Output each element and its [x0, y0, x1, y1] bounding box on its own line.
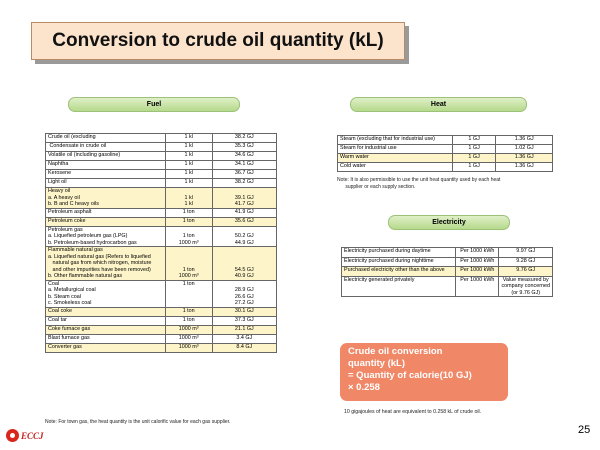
cell-line: 38.2 GJ: [234, 134, 254, 140]
name-cell: [46, 179, 166, 188]
value-cell: [499, 257, 553, 267]
quantity-cell: [165, 170, 212, 179]
cell-line: 1000 m³: [178, 325, 199, 332]
cell-line: 30.1 GJ: [234, 307, 254, 314]
table-row: [342, 248, 553, 258]
name-cell: [46, 143, 166, 152]
quantity-cell: [165, 188, 212, 209]
cell-line: 3.4 GJ: [236, 334, 253, 341]
heat-note: [337, 177, 500, 191]
cell-line: 1 ton: [182, 208, 195, 215]
cell-line: 39.1 GJ: [234, 194, 254, 201]
name-cell: [46, 134, 166, 143]
quantity-cell: Per 1000 kWh: [456, 276, 499, 297]
cell-line: 1 ton: [182, 217, 195, 224]
table-row: [46, 226, 277, 247]
cell-line: 1000 m³: [178, 343, 199, 350]
quantity-cell: [165, 307, 212, 316]
conversion-formula-box: [340, 343, 508, 401]
name-cell: [46, 247, 166, 281]
cell-line: Volatile oil (including gasoline): [48, 152, 121, 158]
table-row: [46, 343, 277, 352]
cell-line: 1 kl: [184, 143, 193, 149]
cell-line: 35.3 GJ: [234, 143, 254, 149]
name-cell: Warm water: [338, 154, 453, 163]
name-cell: Steam for industrial use: [338, 145, 453, 154]
name-cell: [46, 280, 166, 307]
cell-line: 1 ton: [182, 233, 195, 239]
fuel-header: Fuel: [68, 97, 240, 112]
table-row: [46, 179, 277, 188]
cell-line: Flammable natural gas: [48, 247, 103, 253]
page-title: Conversion to crude oil quantity (kL): [31, 22, 405, 60]
quantity-cell: 1 GJ: [452, 145, 496, 154]
cell-line: 9.28 GJ: [516, 257, 536, 264]
table-row: [46, 307, 277, 316]
quantity-cell: [165, 134, 212, 143]
cell-line: 27.2 GJ: [234, 300, 254, 306]
cell-line: Blast furnace gas: [48, 334, 90, 341]
name-cell: [46, 161, 166, 170]
table-row: [46, 143, 277, 152]
cell-line: 21.1 GJ: [234, 325, 254, 332]
table-row: [46, 152, 277, 161]
value-cell: [212, 152, 276, 161]
value-cell: [212, 134, 276, 143]
quantity-cell: [165, 152, 212, 161]
cell-line: Heavy oil: [48, 188, 71, 194]
table-row: [46, 170, 277, 179]
value-cell: 1.36 GJ: [496, 163, 553, 172]
cell-line: 38.2 GJ: [234, 179, 254, 185]
cell-line: 35.6 GJ: [234, 217, 254, 224]
cell-line: 37.3 GJ: [234, 316, 254, 323]
table-row: [46, 134, 277, 143]
conversion-line: × 0.258: [348, 381, 380, 393]
name-cell: [46, 152, 166, 161]
cell-line: b. Other flammable natural gas: [48, 273, 123, 279]
cell-line: 1000 m³: [178, 334, 199, 341]
cell-line: 26.6 GJ: [234, 293, 254, 300]
cell-line: 1000 m³: [178, 239, 199, 246]
heat-header: Heat: [350, 97, 527, 112]
value-cell: [212, 334, 276, 343]
quantity-cell: [165, 179, 212, 188]
cell-line: a. Liquefied natural gas (Refers to liquefied: [48, 253, 151, 260]
name-cell: Electricity purchased during nighttime: [342, 257, 456, 267]
cell-line: Coke furnace gas: [48, 325, 91, 332]
value-cell: [212, 188, 276, 209]
quantity-cell: [165, 280, 212, 307]
table-row: [46, 208, 277, 217]
table-row: [342, 267, 553, 277]
conversion-line: = Quantity of calorie(10 GJ): [348, 369, 472, 381]
table-row: [342, 257, 553, 267]
cell-line: 34.6 GJ: [234, 152, 254, 158]
value-cell: [212, 247, 276, 281]
value-cell: [212, 307, 276, 316]
cell-line: Naphtha: [48, 161, 69, 167]
cell-line: Value measured by: [502, 276, 549, 283]
value-cell: 1.36 GJ: [496, 154, 553, 163]
electricity-header: Electricity: [388, 215, 510, 230]
name-cell: [46, 307, 166, 316]
quantity-cell: Per 1000 kWh: [456, 267, 499, 277]
cell-line: 1 ton: [182, 266, 195, 273]
value-cell: [499, 276, 553, 297]
name-cell: [46, 208, 166, 217]
cell-line: 1 kl: [184, 170, 193, 176]
cell-line: Coal coke: [48, 307, 72, 314]
cell-line: 1000 m³: [178, 273, 199, 279]
quantity-cell: [165, 143, 212, 152]
cell-line: Petroleum gas: [48, 226, 83, 233]
cell-line: b. Steam coal: [48, 293, 81, 300]
cell-line: Crude oil (excluding: [48, 134, 96, 140]
value-cell: [212, 217, 276, 226]
fuel-note: Note: For town gas, the heat quantity is the unit calorific value for each gas supplier.: [45, 419, 231, 425]
name-cell: [46, 334, 166, 343]
cell-line: a. Metallurgical coal: [48, 287, 96, 293]
cell-line: b. Petroleum-based hydrocarbon gas: [48, 239, 137, 246]
cell-line: 1 ton: [182, 280, 195, 287]
name-cell: [46, 217, 166, 226]
name-cell: [46, 325, 166, 334]
name-cell: Steam (excluding that for industrial use): [338, 136, 453, 145]
quantity-cell: [165, 208, 212, 217]
cell-line: 9.76 GJ: [516, 267, 536, 273]
value-cell: [212, 280, 276, 307]
value-cell: [212, 325, 276, 334]
cell-line: 41.7 GJ: [234, 201, 254, 207]
name-cell: [46, 226, 166, 247]
sun-icon: [6, 429, 19, 442]
quantity-cell: [165, 334, 212, 343]
cell-line: 28.9 GJ: [234, 287, 254, 293]
cell-line: a. Liquefied petroleum gas (LPG): [48, 233, 128, 239]
table-row: [338, 145, 553, 154]
cell-line: 34.1 GJ: [234, 161, 254, 167]
table-row: [46, 188, 277, 209]
value-cell: [212, 179, 276, 188]
value-cell: 1.02 GJ: [496, 145, 553, 154]
heat-table: [337, 135, 553, 172]
heat-note-line: Note: It is also permissible to use the unit heat quantity used by each heat: [337, 177, 501, 183]
cell-line: 41.9 GJ: [234, 208, 254, 215]
quantity-cell: [165, 316, 212, 325]
conversion-line: quantity (kL): [348, 357, 405, 369]
table-row: [46, 161, 277, 170]
cell-line: Converter gas: [48, 343, 82, 350]
quantity-cell: 1 GJ: [452, 163, 496, 172]
cell-line: 1 kl: [184, 152, 193, 158]
conversion-note: 10 gigajoules of heat are equivalent to 0.258 kL of crude oil.: [344, 409, 482, 415]
quantity-cell: [165, 161, 212, 170]
cell-line: 40.9 GJ: [234, 273, 254, 279]
cell-line: Petroleum asphalt: [48, 208, 92, 215]
value-cell: [212, 143, 276, 152]
cell-line: [168, 300, 210, 307]
table-row: [342, 276, 553, 297]
value-cell: [499, 248, 553, 258]
cell-line: Condensate in crude oil: [48, 143, 107, 149]
name-cell: [46, 343, 166, 352]
cell-line: b. B and C heavy oils: [48, 201, 99, 207]
quantity-cell: [165, 217, 212, 226]
table-row: [46, 334, 277, 343]
cell-line: Petroleum coke: [48, 217, 86, 224]
cell-line: Coal tar: [48, 316, 67, 323]
cell-line: 1 kl: [184, 179, 193, 185]
cell-line: Coal: [48, 280, 60, 287]
conversion-line: Crude oil conversion: [348, 346, 443, 357]
heat-note-line: supplier or each supply section.: [337, 183, 416, 190]
name-cell: Electricity generated privately: [342, 276, 456, 297]
cell-line: a. A heavy oil: [48, 194, 80, 201]
cell-line: 1 kl: [184, 201, 193, 207]
value-cell: 1.36 GJ: [496, 136, 553, 145]
cell-line: 9.97 GJ: [516, 248, 536, 254]
electricity-table: [341, 247, 553, 297]
cell-line: 1 ton: [182, 316, 195, 323]
quantity-cell: [165, 247, 212, 281]
cell-line: 50.2 GJ: [234, 233, 254, 239]
value-cell: [212, 208, 276, 217]
cell-line: company concerned: [501, 283, 550, 289]
name-cell: Cold water: [338, 163, 453, 172]
name-cell: [46, 170, 166, 179]
table-row: [46, 247, 277, 281]
value-cell: [212, 316, 276, 325]
quantity-cell: Per 1000 kWh: [456, 248, 499, 258]
quantity-cell: 1 GJ: [452, 136, 496, 145]
cell-line: Kerosene: [48, 170, 72, 176]
cell-line: natural gas from which nitrogen, moisture: [48, 260, 152, 266]
cell-line: 8.4 GJ: [236, 343, 253, 350]
quantity-cell: [165, 325, 212, 334]
eccj-logo: [6, 429, 44, 442]
name-cell: [46, 188, 166, 209]
cell-line: (or 9.76 GJ): [511, 289, 541, 296]
fuel-table: [45, 133, 277, 353]
cell-line: 44.9 GJ: [234, 239, 254, 246]
name-cell: Electricity purchased during daytime: [342, 248, 456, 258]
value-cell: [212, 226, 276, 247]
quantity-cell: [165, 343, 212, 352]
table-row: [338, 154, 553, 163]
quantity-cell: Per 1000 kWh: [456, 257, 499, 267]
quantity-cell: 1 GJ: [452, 154, 496, 163]
cell-line: c. Smokeless coal: [48, 300, 92, 306]
cell-line: 1 kl: [184, 134, 193, 140]
value-cell: [212, 161, 276, 170]
table-row: [46, 217, 277, 226]
cell-line: Light oil: [48, 179, 67, 185]
name-cell: Purchased electricity other than the above: [342, 267, 456, 277]
cell-line: and other impurities have been removed): [48, 266, 151, 273]
value-cell: [212, 170, 276, 179]
table-row: [46, 325, 277, 334]
cell-line: 1 kl: [184, 194, 193, 201]
cell-line: 1 ton: [182, 307, 195, 314]
cell-line: 1 kl: [184, 161, 193, 167]
page-number: 25: [578, 424, 591, 436]
name-cell: [46, 316, 166, 325]
quantity-cell: [165, 226, 212, 247]
table-row: [338, 136, 553, 145]
cell-line: 36.7 GJ: [234, 170, 254, 176]
value-cell: [499, 267, 553, 277]
table-row: [46, 280, 277, 307]
logo-text: ECCJ: [21, 430, 44, 441]
value-cell: [212, 343, 276, 352]
table-row: [338, 163, 553, 172]
table-row: [46, 316, 277, 325]
cell-line: 54.5 GJ: [234, 266, 254, 273]
